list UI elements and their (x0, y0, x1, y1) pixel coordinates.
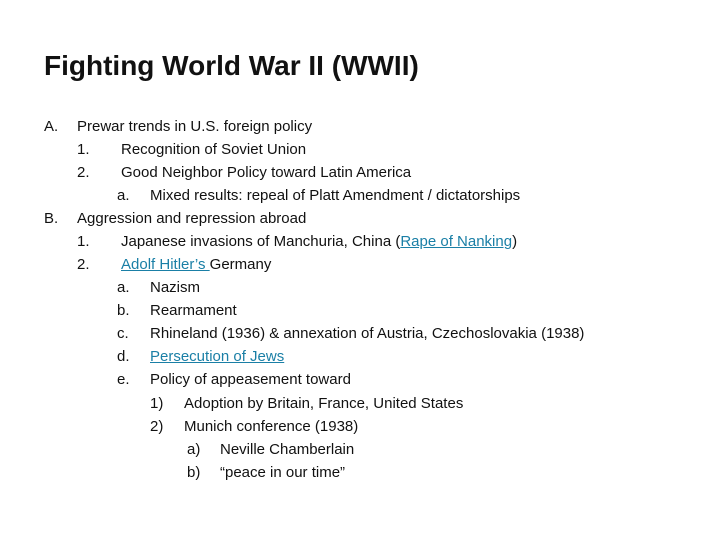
outline-text (121, 255, 271, 275)
outline-item-b2c (0, 324, 720, 344)
outline-item-b1 (0, 232, 720, 252)
outline-text: Policy of appeasement toward (150, 371, 351, 388)
outline-text (150, 347, 284, 367)
outline-item-b2e1 (0, 394, 720, 414)
outline-marker: 1. (77, 141, 90, 158)
outline-marker: e. (117, 371, 130, 388)
outline-text: Rhineland (1936) & annexation of Austria, Czechoslovakia (1938) (150, 325, 585, 342)
outline-item-b2e2 (0, 417, 720, 437)
outline-marker: a) (187, 441, 201, 458)
outline-item-b2b (0, 301, 720, 321)
outline-text: Good Neighbor Policy toward Latin America (121, 164, 412, 181)
slide-title: Fighting World War II (WWII) (44, 50, 419, 81)
outline-text-before: Japanese invasions of Manchuria, China ( (121, 233, 401, 250)
outline-text: “peace in our time” (220, 464, 346, 481)
outline-text-after: ) (512, 233, 518, 250)
outline-item-a2a (0, 186, 720, 206)
outline-marker: 2) (150, 418, 164, 435)
outline-marker: a. (117, 279, 130, 296)
outline-text: Rearmament (150, 302, 237, 319)
outline-item-b2e2a (0, 440, 720, 460)
outline-marker: B. (44, 210, 59, 227)
outline-item-a2 (0, 163, 720, 183)
outline-text: Nazism (150, 279, 201, 296)
outline-item-b2a (0, 278, 720, 298)
outline-marker: d. (117, 348, 130, 365)
outline-item-b2e2b (0, 463, 720, 483)
outline-text: Adoption by Britain, France, United States (184, 395, 464, 412)
outline-item-b2 (0, 255, 720, 275)
outline-item-a1 (0, 140, 720, 160)
outline-text: Prewar trends in U.S. foreign policy (77, 118, 313, 135)
outline-text: Neville Chamberlain (220, 441, 355, 458)
rape-of-nanking-link[interactable]: Rape of Nanking (400, 233, 513, 250)
outline-text: Munich conference (1938) (184, 418, 359, 435)
outline-marker: 1. (77, 233, 90, 250)
outline-marker: 2. (77, 164, 90, 181)
outline-text: Mixed results: repeal of Platt Amendment / dictatorships (150, 187, 521, 204)
outline-marker: 2. (77, 256, 90, 273)
outline-item-b2d (0, 347, 720, 367)
outline-marker: 1) (150, 395, 164, 412)
outline-marker: c. (117, 325, 129, 342)
persecution-of-jews-link[interactable]: Persecution of Jews (150, 348, 285, 365)
outline-marker: b. (117, 302, 130, 319)
outline-marker: a. (117, 187, 130, 204)
outline-item-a (0, 117, 720, 137)
outline-text (121, 232, 517, 252)
outline-text: Aggression and repression abroad (77, 210, 307, 227)
outline-text: Recognition of Soviet Union (121, 141, 307, 158)
outline-marker: A. (44, 118, 59, 135)
outline-item-b2e (0, 370, 720, 390)
outline-text-after: Germany (209, 256, 272, 273)
adolf-hitler-link[interactable]: Adolf Hitler’s (121, 256, 210, 273)
outline-marker: b) (187, 464, 201, 481)
outline-item-b (0, 209, 720, 229)
